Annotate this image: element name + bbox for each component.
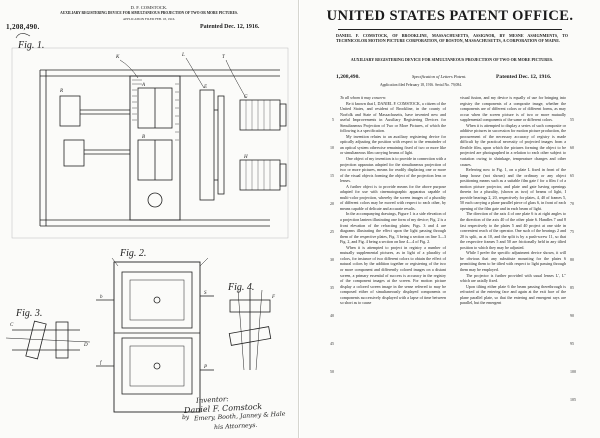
signature-attorneys-label: his Attorneys. [213, 421, 258, 432]
spec-column-2 [460, 95, 566, 435]
spec-paragraph: Upon tilting either plate 6 the beam passing therethrough is refracted at the entering face and again at the exit face of the plane parallel plate, so that the entering and emergent rays are parallel, but the emergent [460, 283, 566, 306]
fig-1-drawing [12, 33, 288, 238]
ref-letter: D [84, 343, 88, 348]
spec-paragraph: A further object is to provide means for the above purpose adapted for use with cinematographic apparatus capable of multi-color projection, whereby the screen images of a plurality of different colors may be moved with respect to each other, by means capable of delicate and accurate results. [340, 183, 446, 211]
line-number: 60 [570, 145, 574, 150]
line-number: 5 [332, 117, 334, 122]
spec-paragraph: The projector is further provided with usual lenses L', L" which are axially fixed. [460, 272, 566, 284]
line-number: 70 [570, 201, 574, 206]
ref-letter: A [142, 83, 146, 88]
ref-letter: S [204, 291, 207, 296]
line-number: 75 [570, 229, 574, 234]
line-number: 80 [570, 257, 574, 262]
line-number: 35 [330, 285, 334, 290]
ref-letter: R [60, 89, 64, 94]
spec-paragraph: The direction of the axis 4 of one plate 6 is at right angles to the direction of the axis 40 of the other plate 6. Handles 7 and 8 fast respectively to the plates 5 and 40 project at one side in convenient reach of the operator. One such of the bearings 2 and 20 is split, as at 10, and the split is by a push-screw 11, so that the respective frames 5 and 50 are frictionally held in any tilted position to which they may be adjusted. [460, 211, 566, 250]
ref-letter: E [204, 85, 208, 90]
fig-2-label: Fig. 2. [120, 248, 147, 259]
specification-page [300, 0, 600, 438]
spec-paragraph: My invention relates to an auxiliary registering device for optically adjusting the position with respect to the remainder of an optical system otherwise remaining fixed of two or more like or simultaneous film carrying beams of light. [340, 133, 446, 156]
line-number: 50 [330, 369, 334, 374]
ref-letter: f [100, 361, 102, 366]
spec-paragraph: In the accompanying drawings, Figure 1 is a side elevation of a projection lantern illustrating one form of my device; Fig. 2 is a front elevation of the refracting plates; Figs. 3 and 4 are diagrams illustrating the effect upon the light passing through them of the respective plates, Fig. 3 being a section on line 3—3 Fig. 2, and Fig. 4 being a section on line 4—4 of Fig. 2. [340, 211, 446, 245]
spec-paragraph: When it is attempted to display a series of such composite or additive pictures in succession for motion picture production, the procurement of the necessary accuracy of registry is made difficult by the practical necessity of projected images from a flexible film, upon which the pictures forming the object to be projected are photographed in a relation to each other subject to variation owing to shrinkage, temperature changes and other causes. [460, 122, 566, 167]
drawing-device-title: AUXILIARY REGISTERING DEVICE FOR SIMULTANEOUS PROJECTION OF TWO OR MORE PICTURES. [60, 11, 238, 15]
line-number: 85 [570, 285, 574, 290]
spec-paragraph: visual fusion, and my device is equally of use for bringing into registry the components of a composite image, whether the components are of different colors or of different forms, as may occur when the screen picture is of two or more mutually supplemental components of the same or different colors. [460, 95, 566, 123]
line-number: 105 [570, 397, 576, 402]
line-number: 10 [330, 145, 334, 150]
office-title: UNITED STATES PATENT OFFICE. [326, 8, 574, 24]
spec-paragraph: When it is attempted to project in registry a number of mutually supplemental pictures, as in light of a plurality of colors, for instance of two different colors to obtain the effect of natural colors by the addition together or registering of the two or more component and differently colored images on a distant screen, a primary essential of success is accuracy in the registry of the component images at the screen. For motion picture display a colored screen image in the sense referred to may be composed either of simultaneously displayed components or components successively displayed with a lapse of time between so short as to cause [340, 244, 446, 306]
spec-paragraph: One object of my invention is to provide in connection with a projection apparatus adapted for the simultaneous projection of two or more pictures, means for readily displacing one or more of the visual objects forming the object of the projection lens or lenses. [340, 156, 446, 184]
salutation: To all whom it may concern: [340, 95, 387, 100]
drawing-patent-number: 1,208,490. [6, 23, 40, 31]
ref-letter: b [100, 295, 103, 300]
line-number: 95 [570, 341, 574, 346]
fig-3-drawing [6, 321, 90, 359]
fig-4-drawing [229, 290, 270, 370]
line-number: 20 [330, 201, 334, 206]
ref-letter: C [10, 323, 14, 328]
drawing-application-line: APPLICATION FILED FEB. 18, 1916. [122, 17, 176, 21]
fig-3-label: Fig. 3. [16, 308, 43, 319]
spec-label: Specification of Letters Patent. [412, 74, 467, 79]
signature-attorneys: Emery, Booth, Janney & Hale [193, 410, 286, 423]
ref-letter: B [142, 135, 146, 140]
spec-column-1 [340, 95, 446, 435]
drawing-inventor-name: D. F. COMSTOCK. [130, 5, 168, 10]
line-number: 55 [570, 117, 574, 122]
drawing-patent-date: Patented Dec. 12, 1916. [200, 24, 260, 30]
ref-letter: F [272, 295, 276, 300]
line-number: 90 [570, 313, 574, 318]
line-number: 30 [330, 257, 334, 262]
line-number: 25 [330, 229, 334, 234]
spec-patent-number: 1,208,490. [336, 74, 360, 80]
patent-drawings [0, 0, 298, 438]
ref-letter: H [244, 155, 248, 160]
line-number: 40 [330, 313, 334, 318]
title-rule [338, 29, 562, 30]
drawing-sheet [0, 0, 299, 438]
line-number: 15 [330, 173, 334, 178]
line-number: 65 [570, 173, 574, 178]
line-number: 100 [570, 369, 576, 374]
spec-paragraph: Referring now to Fig. 1, on a plate L fixed in front of the lamp house (not shown) and the ordinary or any object positioning means such as a suitable film gate f for a film f of a motion picture projector, and plate and gate having openings therein for a plurality, (shown as two) of beams of light, I provide bearings 2, 20, respectively for plates, 4, 40 of frames 5, 50 each carrying a plane parallel piece of glass 6, in front of each opening of the film gate and in each beam of light. [460, 167, 566, 211]
spec-application-line: Application filed February 18, 1916. Serial No. 79,084. [380, 83, 462, 87]
spec-paragraph: Be it known that I, DANIEL F. COMSTOCK, a citizen of the United States, and resident of Brookline, in the county of Norfolk and State of Massachusetts, have invented new and useful Improvements in Auxiliary Registering Devices for Simultaneous Projection of Two or More Pictures, of which the following is a specification. [340, 100, 446, 134]
ref-letter: K [116, 55, 120, 60]
signature-heading: Inventor: [195, 395, 229, 405]
fig-4-label: Fig. 4. [228, 282, 255, 293]
signature-inventor: Daniel F. Comstock [183, 401, 263, 416]
assignment-statement: DANIEL F. COMSTOCK, OF BROOKLINE, MASSACHUSETTS, ASSIGNOR, BY MESNE ASSIGNMENTS, TO TECHNICOLOR MOTION PICTURE CORPORATION, OF BOSTON, MASSACHUSETTS, A CORPORATION OF MAINE. [336, 33, 568, 44]
ref-letter: G [244, 95, 248, 100]
ref-letter: T [222, 55, 225, 60]
signature-by: by [181, 413, 190, 422]
line-number: 45 [330, 341, 334, 346]
ref-letter: P [204, 365, 208, 370]
ref-letter: L [182, 53, 185, 58]
spec-paragraph: While I prefer the specific adjustment device shown, it will be obvious that any substitute mounting for the plates 6 permitting them to be tilted with respect to light passing through them may be employed. [460, 250, 566, 272]
fig-1-label: Fig. 1. [18, 40, 45, 51]
fig-2-drawing [96, 258, 214, 412]
spec-device-title: AUXILIARY REGISTERING DEVICE FOR SIMULTANEOUS PROJECTION OF TWO OR MORE PICTURES. [350, 57, 554, 62]
spec-patent-date: Patented Dec. 12, 1916. [496, 74, 552, 80]
